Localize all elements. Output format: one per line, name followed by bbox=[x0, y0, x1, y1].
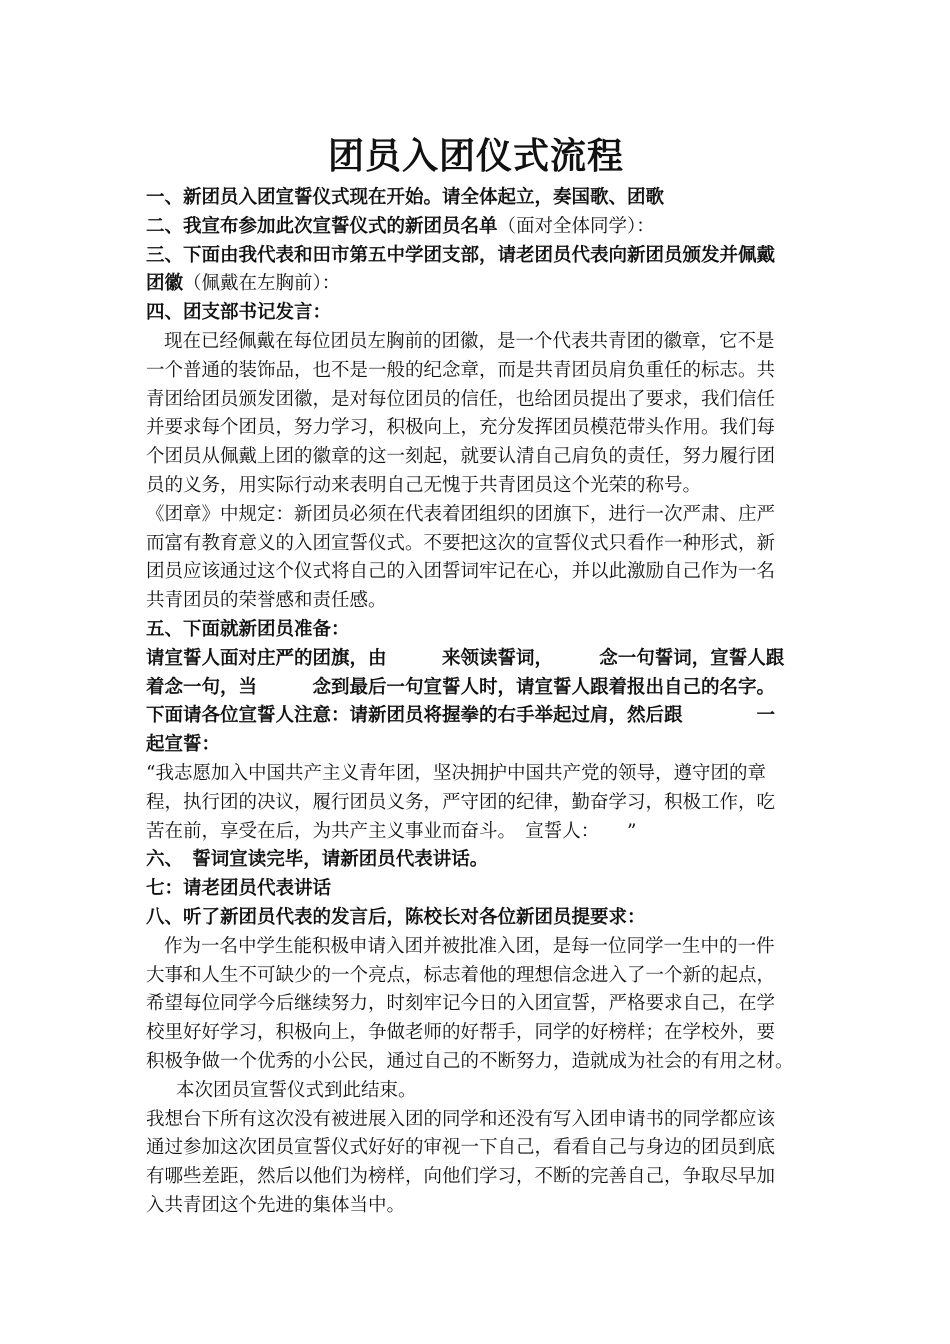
body-line bbox=[146, 386, 806, 415]
body-line bbox=[146, 184, 806, 213]
normal-text: 通过参加这次团员宣誓仪式好好的审视一下自己，看看自己与身边的团员到底 bbox=[146, 1137, 776, 1159]
body-line bbox=[146, 1163, 806, 1192]
bold-text: 四、团支部书记发言： bbox=[146, 302, 332, 324]
normal-text: 希望每位同学今后继续努力，时刻牢记今日的入团宣誓，严格要求自己，在学 bbox=[146, 993, 776, 1015]
bold-text: 八、听了新团员代表的发言后，陈校长对各位新团员提要求： bbox=[146, 906, 646, 928]
normal-text: 一个普通的装饰品，也不是一般的纪念章，而是共青团员肩负重任的标志。共 bbox=[146, 359, 776, 381]
normal-text: 团员应该通过这个仪式将自己的入团誓词牢记在心，并以此激励自己作为一名 bbox=[146, 561, 776, 583]
body-line bbox=[146, 846, 806, 875]
normal-text: 员的义务，用实际行动来表明自己无愧于共青团员这个光荣的称号。 bbox=[146, 474, 702, 496]
bold-text: 五、下面就新团员准备： bbox=[146, 618, 350, 640]
body-line bbox=[146, 962, 806, 991]
bold-text: 团徽 bbox=[146, 273, 184, 295]
normal-text: 作为一名中学生能积极申请入团并被批准入团，是每一位同学一生中的一件 bbox=[164, 935, 775, 957]
body-line bbox=[146, 357, 806, 386]
body-line bbox=[146, 242, 806, 271]
body-line bbox=[146, 1134, 806, 1163]
body-line bbox=[146, 213, 806, 242]
body-line bbox=[146, 1019, 806, 1048]
body-line bbox=[146, 990, 806, 1019]
bold-text: 请宣誓人面对庄严的团旗，由 来领读誓词， 念一句誓词，宣誓人跟 bbox=[146, 647, 785, 669]
bold-text: 一、新团员入团宣誓仪式现在开始。请全体起立，奏国歌、团歌 bbox=[146, 187, 665, 208]
normal-text: 个团员从佩戴上团的徽章的这一刻起，就要认清自己肩负的责任，努力履行团 bbox=[146, 446, 776, 468]
bold-text: 六、 誓词宣读完毕，请新团员代表讲话。 bbox=[146, 849, 489, 871]
body-line bbox=[146, 530, 806, 559]
normal-text: 我想台下所有这次没有被进展入团的同学和还没有写入团申请书的同学都应该 bbox=[146, 1108, 776, 1130]
bold-text: 二、我宣布参加此次宣誓仪式的新团员名单 bbox=[146, 215, 498, 237]
body-line bbox=[146, 558, 806, 587]
body-line bbox=[146, 904, 806, 933]
body-line bbox=[146, 328, 806, 357]
bold-text: 下面请各位宣誓人注意：请新团员将握拳的右手举起过肩，然后跟 一 bbox=[146, 705, 776, 727]
body-line bbox=[146, 933, 806, 962]
body-line bbox=[146, 818, 806, 847]
body-line bbox=[146, 789, 806, 818]
normal-text: 有哪些差距，然后以他们为榜样，向他们学习，不断的完善自己，争取尽早加 bbox=[146, 1166, 776, 1188]
normal-text: （面对全体同学）： bbox=[497, 215, 655, 237]
document-title: 团员入团仪式流程 bbox=[327, 136, 624, 177]
body-line bbox=[146, 702, 806, 731]
bold-text: 三、下面由我代表和田市第五中学团支部，请老团员代表向新团员颁发并佩戴 bbox=[146, 244, 776, 266]
body-line bbox=[146, 674, 806, 703]
body-line bbox=[146, 1048, 806, 1077]
body-line bbox=[146, 760, 806, 789]
body-line bbox=[146, 587, 806, 616]
normal-text: 现在已经佩戴在每位团员左胸前的团徽，是一个代表共青团的徽章，它不是 bbox=[164, 330, 775, 352]
normal-text: 共青团员的荣誉感和责任感。 bbox=[146, 590, 387, 612]
body-line bbox=[146, 875, 806, 904]
bold-text: 着念一句，当 念到最后一句宣誓人时，请宣誓人跟着报出自己的名字。 bbox=[146, 676, 776, 698]
normal-text: 而富有教育意义的入团宣誓仪式。不要把这次的宣誓仪式只看作一种形式，新 bbox=[146, 532, 776, 554]
normal-text: “我志愿加入中国共产主义青年团，坚决拥护中国共产党的领导，遵守团的章 bbox=[146, 762, 766, 784]
body-line bbox=[146, 443, 806, 472]
body-line bbox=[146, 1077, 806, 1106]
body-line bbox=[146, 472, 806, 501]
body-line bbox=[146, 501, 806, 530]
bold-text: 七：请老团员代表讲话 bbox=[146, 878, 332, 900]
body-line bbox=[146, 1192, 806, 1221]
body-line bbox=[146, 616, 806, 645]
normal-text: 校里好好学习，积极向上，争做老师的好帮手，同学的好榜样；在学校外，要 bbox=[146, 1022, 776, 1044]
document-page bbox=[146, 132, 806, 1221]
normal-text: 苦在前，享受在后，为共产主义事业而奋斗。 宣誓人： ” bbox=[146, 820, 637, 842]
body-line bbox=[146, 1106, 806, 1135]
document-body bbox=[146, 184, 806, 1221]
body-line bbox=[146, 414, 806, 443]
body-line bbox=[146, 299, 806, 328]
normal-text: 程，执行团的决议，履行团员义务，严守团的纪律，勤奋学习，积极工作，吃 bbox=[146, 791, 776, 813]
body-line bbox=[146, 270, 806, 299]
normal-text: 《团章》中规定：新团员必须在代表着团组织的团旗下，进行一次严肃、庄严 bbox=[146, 503, 776, 525]
normal-text: （佩戴在左胸前）： bbox=[183, 273, 341, 295]
bold-text: 起宣誓： bbox=[146, 734, 221, 756]
normal-text: 入共青团这个先进的集体当中。 bbox=[146, 1194, 406, 1216]
normal-text: 积极争做一个优秀的小公民，通过自己的不断努力，造就成为社会的有用之材。 bbox=[146, 1050, 794, 1072]
normal-text: 大事和人生不可缺少的一个亮点，标志着他的理想信念进入了一个新的起点， bbox=[146, 964, 776, 986]
normal-text: 青团给团员颁发团徽，是对每位团员的信任，也给团员提出了要求，我们信任 bbox=[146, 388, 776, 410]
body-line bbox=[146, 645, 806, 674]
normal-text: 并要求每个团员，努力学习，积极向上，充分发挥团员模范带头作用。我们每 bbox=[146, 417, 776, 439]
body-line bbox=[146, 731, 806, 760]
normal-text: 本次团员宣誓仪式到此结束。 bbox=[176, 1079, 417, 1101]
